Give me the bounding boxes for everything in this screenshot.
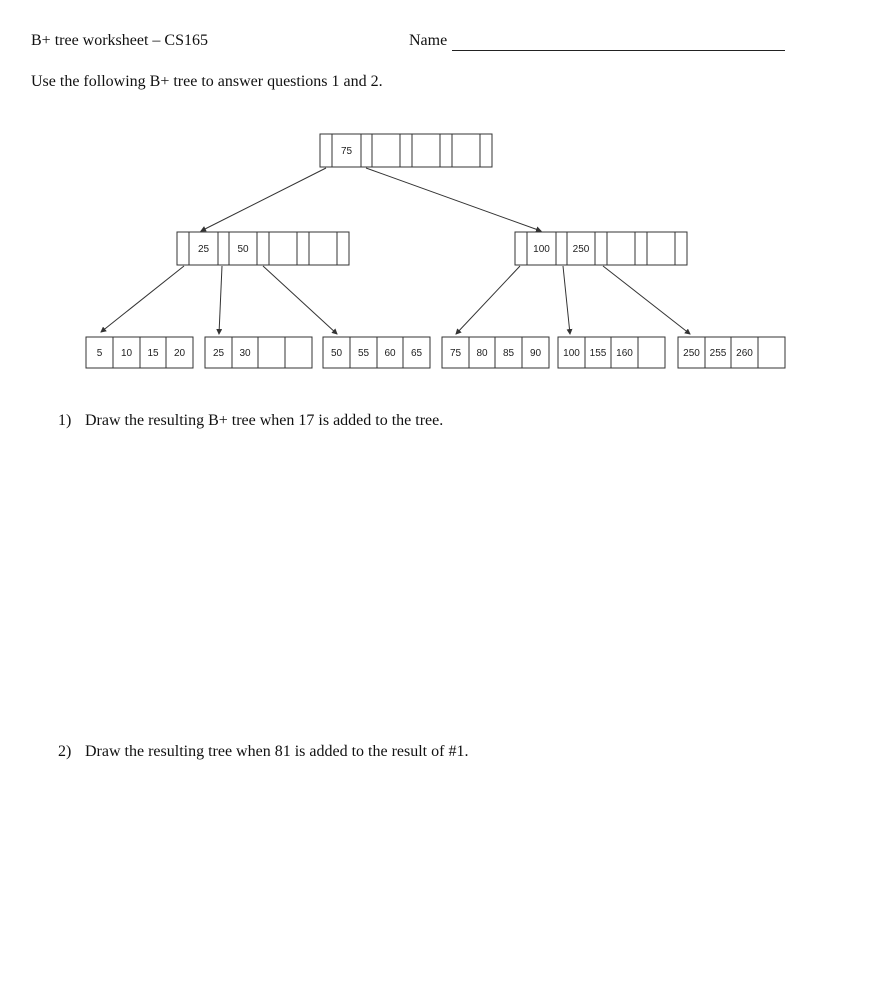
question-number: 2) — [58, 743, 72, 760]
tree-edge — [219, 266, 222, 334]
instructions: Use the following B+ tree to answer questions 1 and 2. — [31, 73, 383, 90]
leaf-key: 75 — [449, 348, 462, 359]
name-label: Name — [409, 32, 448, 49]
leaf-key: 100 — [563, 348, 580, 359]
node-key: 25 — [197, 244, 210, 255]
leaf-key: 10 — [120, 348, 133, 359]
leaf-key: 50 — [330, 348, 343, 359]
tree-edge — [563, 266, 570, 334]
leaf-key: 85 — [502, 348, 515, 359]
tree-edge — [101, 266, 184, 332]
tree-edge — [263, 266, 337, 334]
leaf-key: 5 — [96, 348, 103, 359]
node-key: 100 — [533, 244, 550, 255]
leaf-key: 30 — [239, 348, 251, 359]
node-key: 50 — [237, 244, 249, 255]
leaf-key: 155 — [589, 348, 607, 359]
question-2 — [58, 743, 468, 761]
leaf-key: 255 — [709, 348, 727, 359]
tree-edge — [603, 266, 690, 334]
leaf-key: 60 — [384, 348, 396, 359]
page-title: B+ tree worksheet – CS165 — [31, 32, 208, 49]
leaf-key: 90 — [529, 348, 542, 359]
question-1 — [58, 412, 443, 430]
leaf-key: 25 — [212, 348, 225, 359]
leaf-key: 250 — [683, 348, 700, 359]
leaf-key: 15 — [147, 348, 159, 359]
leaf-key: 65 — [410, 348, 423, 359]
leaf-key: 80 — [476, 348, 488, 359]
question-number: 1) — [58, 412, 72, 429]
leaf-key: 260 — [736, 348, 753, 359]
node-key: 250 — [572, 244, 590, 255]
leaf-key: 160 — [616, 348, 633, 359]
leaf-key: 55 — [357, 348, 370, 359]
question-text: Draw the resulting tree when 81 is added to the result of #1. — [85, 743, 469, 760]
question-text: Draw the resulting B+ tree when 17 is added to the tree. — [85, 412, 444, 429]
tree-edge — [366, 168, 541, 231]
leaf-key: 20 — [173, 348, 186, 359]
tree-edge — [456, 266, 520, 334]
node-key: 75 — [340, 146, 353, 157]
tree-edge — [201, 168, 326, 231]
